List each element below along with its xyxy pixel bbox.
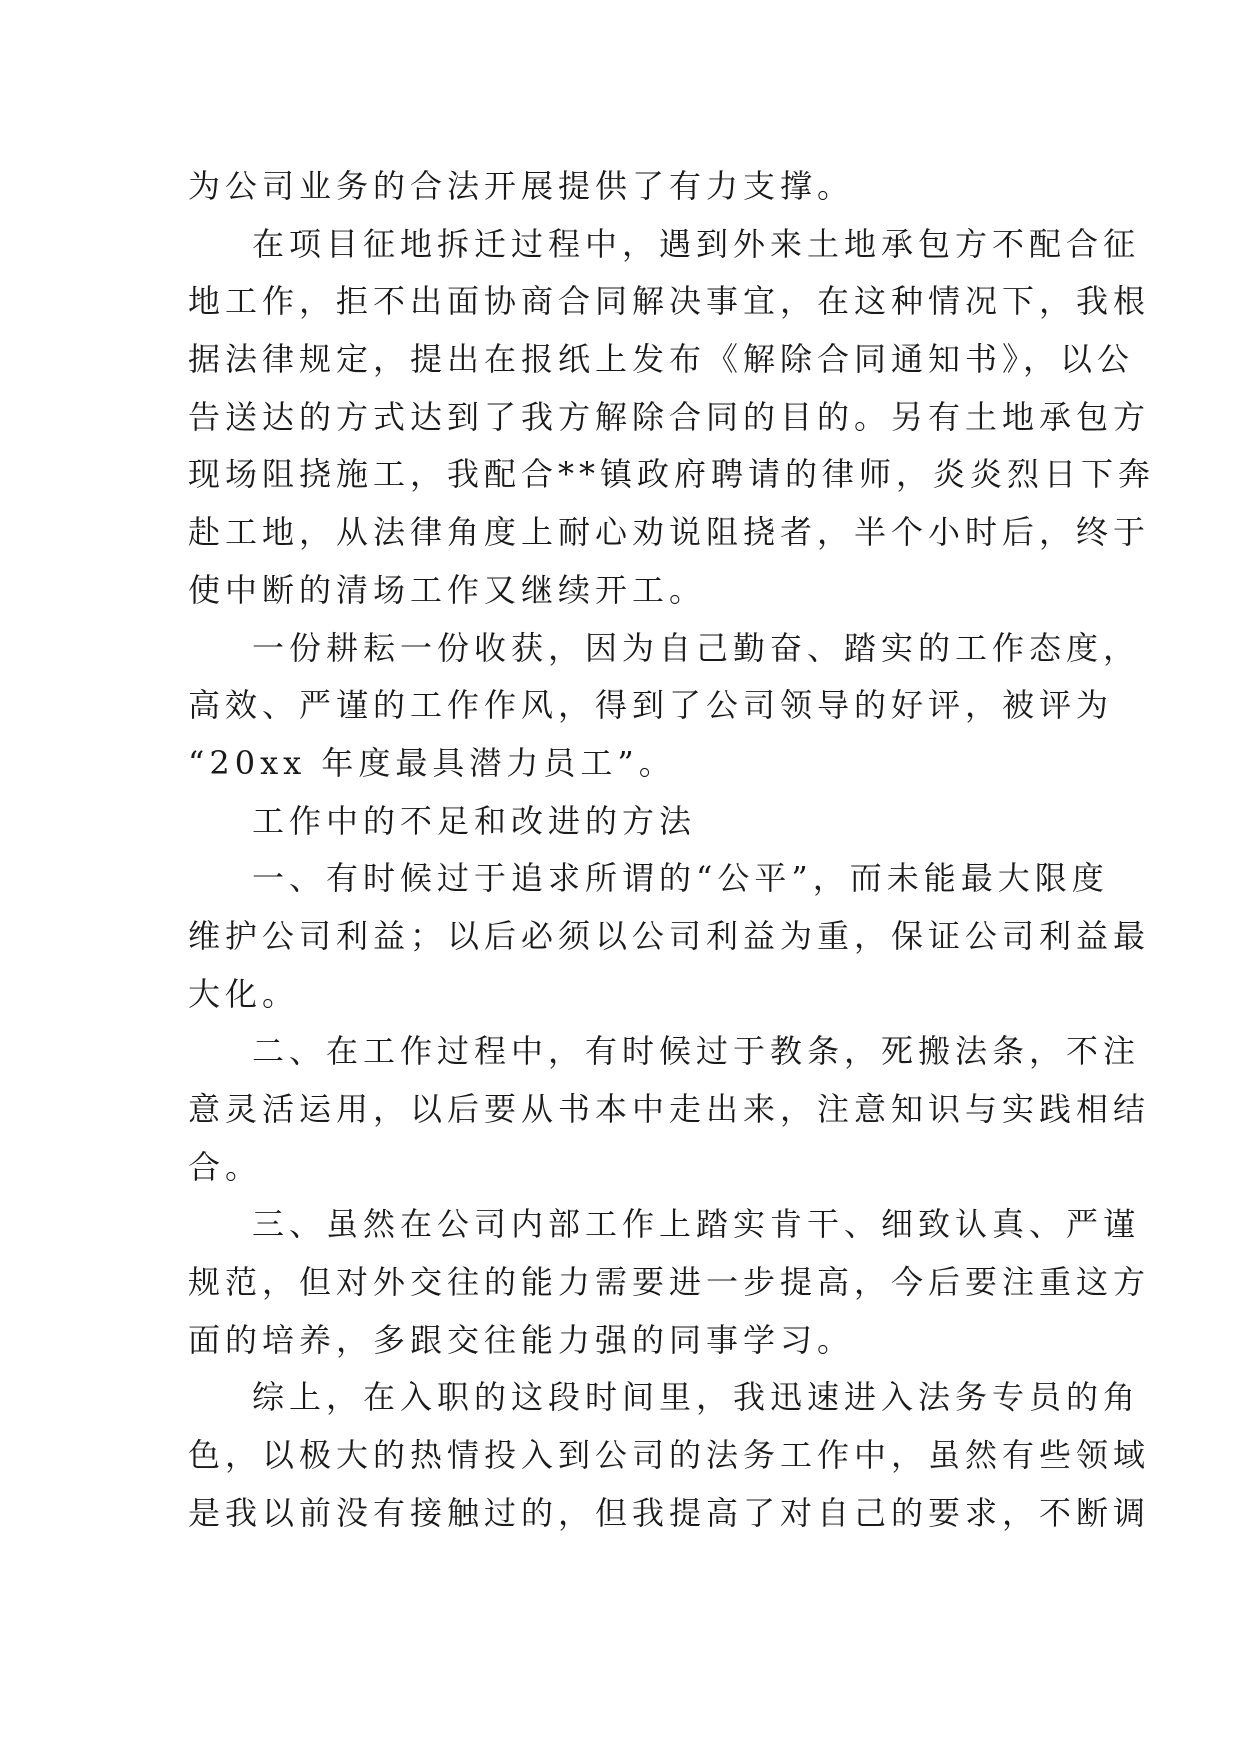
text-line: 面的培养，多跟交往能力强的同事学习。: [188, 1320, 855, 1359]
text-line: 高效、严谨的工作作风，得到了公司领导的好评，被评为: [188, 686, 1114, 725]
text-line: 合。: [188, 1147, 263, 1186]
text-line: 规范，但对外交往的能力需要进一步提高，今后要注重这方: [188, 1263, 1151, 1302]
text-line: 现场阻挠施工，我配合**镇政府聘请的律师，炎炎烈日下奔: [188, 455, 1156, 494]
text-line: 据法律规定，提出在报纸上发布《解除合同通知书》，以公: [188, 340, 1135, 379]
text-line: 一、有时候过于追求所谓的“公平”，而未能最大限度: [252, 859, 1109, 898]
text-line: 一份耕耘一份收获，因为自己勤奋、踏实的工作态度，: [252, 628, 1141, 667]
text-line: 为公司业务的合法开展提供了有力支撑。: [188, 167, 855, 205]
text-line: 二、在工作过程中，有时候过于教条，死搬法条，不注: [252, 1032, 1141, 1071]
text-line: 是我以前没有接触过的，但我提高了对自己的要求，不断调: [188, 1493, 1151, 1532]
text-line: 三、虽然在公司内部工作上踏实肯干、细致认真、严谨: [252, 1205, 1141, 1244]
text-line: 使中断的清场工作又继续开工。: [188, 570, 707, 609]
text-line: 地工作，拒不出面协商合同解决事宜，在这种情况下，我根: [188, 282, 1151, 321]
text-line: 在项目征地拆迁过程中，遇到外来土地承包方不配合征: [252, 224, 1141, 263]
text-line: 告送达的方式达到了我方解除合同的目的。另有土地承包方: [188, 397, 1151, 436]
text-line: 意灵活运用，以后要从书本中走出来，注意知识与实践相结: [188, 1090, 1151, 1128]
text-line: 色，以极大的热情投入到公司的法务工作中，虽然有些领域: [188, 1436, 1151, 1475]
text-line: “20xx 年度最具潜力员工”。: [188, 743, 676, 782]
document-body: [188, 158, 1156, 1543]
text-line: 工作中的不足和改进的方法: [252, 801, 697, 840]
text-line: 综上，在入职的这段时间里，我迅速进入法务专员的角: [252, 1378, 1141, 1417]
text-line: 大化。: [188, 974, 300, 1013]
text-line: 赴工地，从法律角度上耐心劝说阻挠者，半个小时后，终于: [188, 513, 1151, 552]
text-line: 维护公司利益；以后必须以公司利益为重，保证公司利益最: [188, 916, 1151, 955]
